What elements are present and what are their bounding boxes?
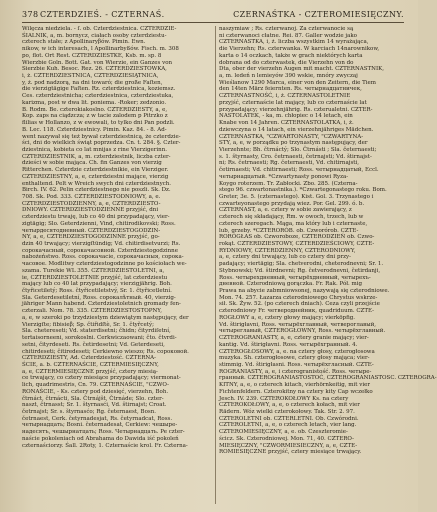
text-line: Vierzehnte; Bh. čtrnáctý; Slo. Čtrnásti ; Sla. četernaesti; bbox=[219, 146, 377, 153]
text-line: гранный. CZTEROGRANIASTOSTOĆ, CZTEROGRANIASTOSC. CZTEROGRA- bbox=[219, 375, 437, 382]
text-line: DNIOWY. CZTERDZIESTODZIENNE przyjść, dni bbox=[22, 207, 159, 214]
text-line: Ces. czterdziestnicha; czterdziestnica, czterdziestuka, bbox=[22, 93, 174, 100]
text-line: CZTERNASTKA, "CZWARTONASTY, "CZWARTYNA- bbox=[219, 133, 364, 140]
text-line: czternaściorzy. Śall. 2Roty, 1. Czternaście krol. Fr. Czterna- bbox=[22, 442, 188, 449]
text-line: Jesch. IV. 239. CZTEROKOŁOWY Ks. na cztery bbox=[219, 395, 349, 402]
text-line: Ritterchen. Czterdzie czterdziestnikie, ein Vierziger. bbox=[22, 167, 169, 174]
text-line: went nazywał się też bywał czterdziestnicą, że czterdzie- bbox=[22, 133, 181, 140]
text-line: stego 96. czwartonastnika.). *Czwartegonastego roku. Bom. bbox=[219, 187, 387, 194]
text-line: RORÓGŁAS ob. Czworoboze, CZTERODZIEŃ ob. Czwo- bbox=[219, 234, 375, 241]
text-line: czterech szeregach. Mąga, ma który lub i czternaste, bbox=[219, 220, 368, 227]
right-column bbox=[219, 26, 437, 506]
text-line: czwarteyonastego przydają wiez. Por. Gel. 299. ó. b. bbox=[219, 200, 365, 207]
text-line: B. Lec. 118. Czterdziestnicy. Pimin. Kaz. 84. - 8. Ad- bbox=[22, 126, 167, 133]
text-line: nikow, w ich interesach, l Apollinarbyßów. Fisch. m. 308 bbox=[22, 46, 179, 53]
text-line: ROGRANIASTY, a, e, i czterogranistość. Ross. четыре- bbox=[219, 368, 372, 375]
text-line: ŚCIE, a. b. CZTERNAŚCIE, CZTERMIESIĘCZNY, bbox=[22, 361, 159, 368]
text-line: četrnajst; Sr. s. štyrnasćo; Rg. četernaest, Bosn. bbox=[22, 408, 157, 415]
text-line: szama. Turekie WL 355. CZTERDZIESTOLETNI, a, bbox=[22, 267, 165, 274]
text-line: dobrana od do czterwastek, die Vierzehn von do bbox=[219, 59, 354, 66]
text-line: KITNY, a, e, o czterech kitach, vierhörnkeitig, mit vier bbox=[219, 382, 370, 389]
text-line: Vd. štirigłavni, Ross. четырёхглавный, четвероглавый, bbox=[219, 321, 377, 328]
text-line: ce trwający, co cztery miesiące przypadający; viermonat- bbox=[22, 375, 181, 382]
text-line: karizma, post w dwa lit. poniema. -Roker; zedzonio. bbox=[22, 99, 167, 106]
text-line: naszt, čtrnasst; Sr. 1. štyrnasći, Vd. štirnajst; Croat. bbox=[22, 402, 167, 409]
text-line: CZTERNASTNOŚĆ, i, ż. CZTERNASTOLETNIE bbox=[219, 93, 351, 100]
text-line: czterech się składający, Rm. w owoch, trzech, lub w bbox=[219, 214, 364, 221]
text-line: rokąt. CZTERDZIESTOWY, CZTERDZIEŚCIOWY, CZTE- bbox=[219, 241, 375, 247]
text-line: CZTEROLETNI, a, e, o czterech letach, vier lang. bbox=[219, 422, 357, 429]
text-line: četrnaest, Cerk. četyrnadesjat, Rs. četyrnadcat, Ross. bbox=[22, 415, 173, 422]
text-line: czterzali. Nom. 78. 335. CZTERDZIESTOSTOPNY, bbox=[22, 308, 162, 315]
running-head-left: CZTERDZIEŚ. - CZTERNAŚ. bbox=[40, 10, 165, 19]
text-line: mający lub co 40 lat przypadający; vierzigjährig. Boh. bbox=[22, 281, 172, 288]
text-line: RYDNIOWY, CZTERDZIENNY, CZTERODNIOWY, bbox=[219, 247, 356, 254]
text-line: ROGŁOWY a, e, cztery głowy mający; vierköpfig. bbox=[219, 314, 356, 321]
text-line: i, ż. CZTERDZIESTNICA, CZTERDZIESIĄTNICA, bbox=[22, 73, 159, 80]
text-line: 708. Sk. Pod. 333. CZTERDZIESTODNIOWY, a, e. bbox=[22, 193, 161, 200]
text-line: CZTERNAST, a, e. cztery w sobie zawierający, z bbox=[219, 207, 352, 214]
text-line: a, e, CZTERMIESIĘCZNE przyjść, cztery miesią- bbox=[22, 368, 158, 375]
running-head-right: CZERNAŚTKA - CZTEROMIESIĘCZNY. bbox=[233, 10, 404, 19]
text-line: CZTERDZIESTNY, a, e, czterdziestni mające, vierzig bbox=[22, 173, 169, 180]
page-number: 378 bbox=[22, 10, 39, 19]
text-line: NY, a, e, CZTERDZIESTOGODZINNE przyjść, go- bbox=[22, 234, 160, 241]
text-line: Wieślanow 1290 Marca, einer von den Zeitern, die Tiem bbox=[219, 79, 376, 86]
text-line: Greter, 3e. 5. (czternastego). Kist. Gol. 3. Trzynastego i bbox=[219, 193, 374, 200]
text-line: die Vierzehn; Rs. czterwanka. W karciach 14narownikow, bbox=[219, 46, 380, 53]
text-line: надесятъ, чешырнатцать; Ross. Четырнадцать. Pe czter- bbox=[22, 429, 185, 436]
text-line: Sla. chetereseti; Vd. staterdisetni; čhidn; čityrdiſetní, bbox=[22, 328, 171, 335]
text-line: enthaltend. Pelt w Wreich swych dni czterdziestnych. bbox=[22, 180, 172, 187]
text-line: ie, CZTERDZIESTOLETNIE przyjść, lat czterdziestu bbox=[22, 274, 168, 281]
text-line: tertaisorneeni, sorokoslni. Cerkwiczaowani; čto. čtvrdi- bbox=[22, 335, 177, 342]
text-line: čtrnáct, čtrnácti, Sla. Čtrnájšt, Čtrnáde; Slo. czter- bbox=[22, 395, 164, 402]
text-line: po, flot. Ort Rest. CZTERDZIESTKE, Ksb. m. sp. 8 bbox=[22, 52, 162, 59]
text-line: chitirdeseti; čitiredeseti; Cerkiewno wieszo; Rs. сороковой. bbox=[22, 348, 189, 355]
text-line: čtyřicetiletý; Ross. čtyřicetiletstvý, Sr. 1. čtyřicetletní. bbox=[22, 288, 172, 295]
text-line: четырнадцатый. *Czwartynasty ponowi Ryza- bbox=[219, 173, 349, 180]
text-line: ŚIALNIK, a, m. bornycz, ciałach osoby czterdziestu- bbox=[22, 32, 167, 39]
text-line: Ross. четырехдневный, четырёхдневный, четырехъ- bbox=[219, 274, 371, 281]
text-line: padający; viertägig; Sla. chetverodni, cheterodnevni; Sr. 1. bbox=[219, 261, 384, 268]
text-line: nabożeństwo. Ross. сорокачасіе, сорокачасныя, сорока- bbox=[22, 254, 184, 261]
text-line: RONAŚCIE, - Ks. cztery pod dziesięć, vierzehn, Boh. bbox=[22, 388, 169, 395]
text-line: CZTEROMIESIĘCZNY, a, e. ob. Czeszteromie- bbox=[219, 429, 348, 436]
text-line: ni czterwanoci cłatne. Rei. 87. Galler wodzie jako bbox=[219, 32, 357, 39]
text-line: y, ż. pod nadzorą, na dni towaró; die große Faſten, bbox=[22, 79, 163, 86]
text-line: sił. Sk. Żyw. 52. (po czterech dniach). Ceza czyli przejście bbox=[219, 301, 380, 308]
text-line: ROMIESIĘCZNE przyjść, cztery miesiące trwający. bbox=[219, 449, 362, 456]
text-line: Birch. IV. 62. Pelin czterdziestnego nie poszli. Sk. Dz. bbox=[22, 187, 171, 194]
text-line: Vierzigſte; fibisieβ; Sp. čtiřidſtè, Sr. 1. čtyřcetý; bbox=[22, 321, 154, 328]
text-line: ni; Rs. četrnaesti; Rg. četernaesti, Vd. chitirnajsti, bbox=[219, 160, 359, 167]
text-line: dziewczyna o 14 latach, ein vierzehnjähriges Mädchen. bbox=[219, 126, 374, 133]
text-line: lub, grzeby. *CZTERORÓB. ob. Czworórob. CZTE- bbox=[219, 227, 359, 234]
column-divider bbox=[215, 26, 216, 504]
text-line: CZTEROLETNI ob. CZTERLETNI. Ob. Czwórodni. bbox=[219, 415, 359, 422]
text-line: jähriger Mann habend. Czterdziestoletnich gromady fen- bbox=[22, 301, 181, 308]
text-line: dzin 40 trwający; vierzigſtündig; Vd. chitirdisetvurzi; Rs. bbox=[22, 241, 181, 247]
text-line: Stybnowski; Vd. štirdnevni; Rg. četverodnevni, četirdanji, bbox=[219, 267, 381, 274]
text-line: CZTEROKOŁOWY, a, e, o czterech kołach, mit vier bbox=[219, 402, 360, 409]
text-line: dzieści w sobie mająca. Ch. fin Ganzes von vierzig bbox=[22, 160, 162, 167]
text-line: CZTERNASTKA, i, ż. liczba wszystkim 14 wyrażająca, bbox=[219, 39, 369, 46]
text-line: Wierzbie Goln. Bott. Gat. von Wierzie, ein Ganzes von bbox=[22, 59, 173, 66]
text-line: czterodniowy Fr. четвероднейник, quadriduum. CZTE- bbox=[219, 308, 375, 315]
text-line: przyjść, czternaście lat mający, lub co czternaście lat bbox=[219, 99, 367, 106]
text-line: часовое. Modlitwy czterdziestogodzinne po kościołach we- bbox=[22, 261, 187, 268]
text-line: четырдесятодневный. CZTERDZIESTOGODZIN- bbox=[22, 227, 161, 234]
text-line: czterdziestu trwaję, lub co 40 dni przypadający, vier- bbox=[22, 214, 170, 221]
text-line: Fichtenfeldern. Czterokitny na cztery kity Cap wczełko bbox=[219, 388, 373, 395]
text-line: flilias w Hollanzo, z w ewowali, to tylko dni Pan podzli. bbox=[22, 120, 175, 127]
text-line: CZTEROGŁOSOWY, a, e. na cztery głosy, czterogłosowa bbox=[219, 348, 375, 355]
text-line: četirnaesti; Vd. chitirnaesti; Ross. четырнадцатый, Eccl. bbox=[219, 167, 379, 174]
text-line: naszymiaw ; Rs. czterwanoj. Za czterwanocie są bbox=[219, 26, 354, 32]
text-line: die vierzigtägige Faſten. Rz. czterdziestnica, koziemsz. bbox=[22, 86, 176, 93]
text-line: Rädern. Wóz wielki czterokołowy. Tak. Str. 2. 97. bbox=[219, 408, 355, 415]
text-line: lich, quadrimestris, Cn. 79. CZTERNAŚCIE, "CZWO- bbox=[22, 382, 169, 389]
text-line: NASTOLATEK, - ka, m. chłopiec o 14 letach, ein bbox=[219, 113, 353, 120]
text-line: naście pokoleniach od Abrahama do Dawida iść pokoleń bbox=[22, 435, 179, 442]
text-line: ści, dni do wielkich świąt poprzedza. Cn. t. 284. §. Czter- bbox=[22, 140, 181, 147]
text-line: s. 1. štyrnasty, Cro. četrnaesti, četrnajsti; Vd. štirnajst- bbox=[219, 153, 372, 160]
text-line: Prawa na abycie zabmniowsonej, nazywają się czterodniowe. bbox=[219, 288, 390, 295]
text-line: a, e, cztery dni trwający, lub co cztery dni przy- bbox=[219, 254, 352, 261]
text-line: Koygo roterzem. Tr. Zabłocki. Zbo. 285. (Czterna- bbox=[219, 180, 358, 187]
text-line: CZTEROGRANIASTY, a, e, cztery granie mający; vier- bbox=[219, 335, 369, 342]
text-line: Sierzbie Kuh. Besoc. Rez. 26. CZTERDZIESTOWKA, bbox=[22, 66, 167, 73]
left-column bbox=[22, 26, 212, 506]
text-line: dziestnica, kobieta co lat mnijas z rine Vierzigerinn. bbox=[22, 146, 167, 153]
text-line: stimmig. Vd. štirigłasni. Ross. четырёхгласный. CZTE- bbox=[219, 361, 374, 368]
text-line: четырнадцать; Bosni. četernadesat, Cerkiew: чешыре- bbox=[22, 422, 178, 429]
text-line: przypadający; vierzehnjährig. Rs. czterualetni. CZTER- bbox=[219, 106, 373, 113]
text-line: karta o 14 oczkach, także w grach niektórych karta bbox=[219, 52, 363, 59]
text-line: CZTERDZIESTY, Ad. Czterdziestość. CZTERNA- bbox=[22, 355, 156, 362]
text-line: den 14ten März feiernten. Rs. четырнадцатничек, bbox=[219, 86, 362, 93]
text-line: B. Rodm. Be. czterokiakoslno. CZTERDZIESTY, a, e, bbox=[22, 106, 168, 113]
text-line: CZTERDZIESTNIK, a, m. czterdziestnik, liczba czter- bbox=[22, 153, 171, 160]
text-line: a, m. ledeń n lemieyów 390 wskie, mnóry zwyczaj bbox=[219, 73, 358, 80]
text-line: zigtägig; Slo. Geterdzienni, Vind, chitirodikovski; Ross. bbox=[22, 220, 176, 227]
text-line: Mon. 74. 257. Łazarza czterodniowego Chrystus wskrze- bbox=[219, 294, 378, 301]
text-line: Wilęcza niedziela. - ſ. ob. Czterdziestnica. CZTERDZIE- bbox=[22, 26, 177, 32]
text-line: Knabe von 14 Jahren. CZTERNASTOLATKA, i, ż. bbox=[219, 120, 354, 127]
text-line: MIESIĘCZNY, "CZWORMIESIECZNY, a, e, CZTE- bbox=[219, 442, 358, 449]
text-line: дневной. Czterodniową gorączka. Fr. Rak. Pół. mig bbox=[219, 281, 363, 288]
text-line: Kop. zaps na ciądzcza; z w tacie zalodem p Pitrzko z bbox=[22, 113, 168, 120]
text-line: STY, a, e, w porządku po trzynastym następujący, der bbox=[219, 140, 368, 147]
text-line: Sla. Geterdesetiletní, Ross. сорокалѣтный. 40, vierzig- bbox=[22, 294, 176, 301]
text-line: четыреглавый, CZTEROGŁOWNY, Ross. четырёхглавный. bbox=[219, 328, 386, 335]
text-line: czterech stałe; z Apollinaryβów. Pimin. Ewn. bbox=[22, 39, 146, 46]
text-line: ścicz. Sk. Czterodniowej. Mon. 71, 40. CZTERO- bbox=[219, 435, 354, 442]
text-line: kantig. Vd. štirigłavni. Ross. четырёхгранный. 4. bbox=[219, 341, 358, 348]
text-line: muzyka. Sh. czterogłosowe, cztery głosy mająca; vier- bbox=[219, 355, 370, 362]
text-line: setni, čityrdeseti. Rs. četirdesetni; Vd. Geterdeseti, bbox=[22, 341, 165, 348]
header-rule bbox=[22, 22, 404, 23]
text-line: CZTERDZIESTODZIENNY, a, e, CZTERDZIESTO- bbox=[22, 200, 161, 207]
text-line: Dta, ober der vierzehn Augen mit macht. CZTERNASTNIK, bbox=[219, 66, 385, 73]
text-line: сорокачасный, сорокачасовной. Czterdziestogodzinne bbox=[22, 247, 178, 254]
text-line: a, e, w szeroki po trzydziestym dziewiątym następujący, der bbox=[22, 314, 189, 321]
